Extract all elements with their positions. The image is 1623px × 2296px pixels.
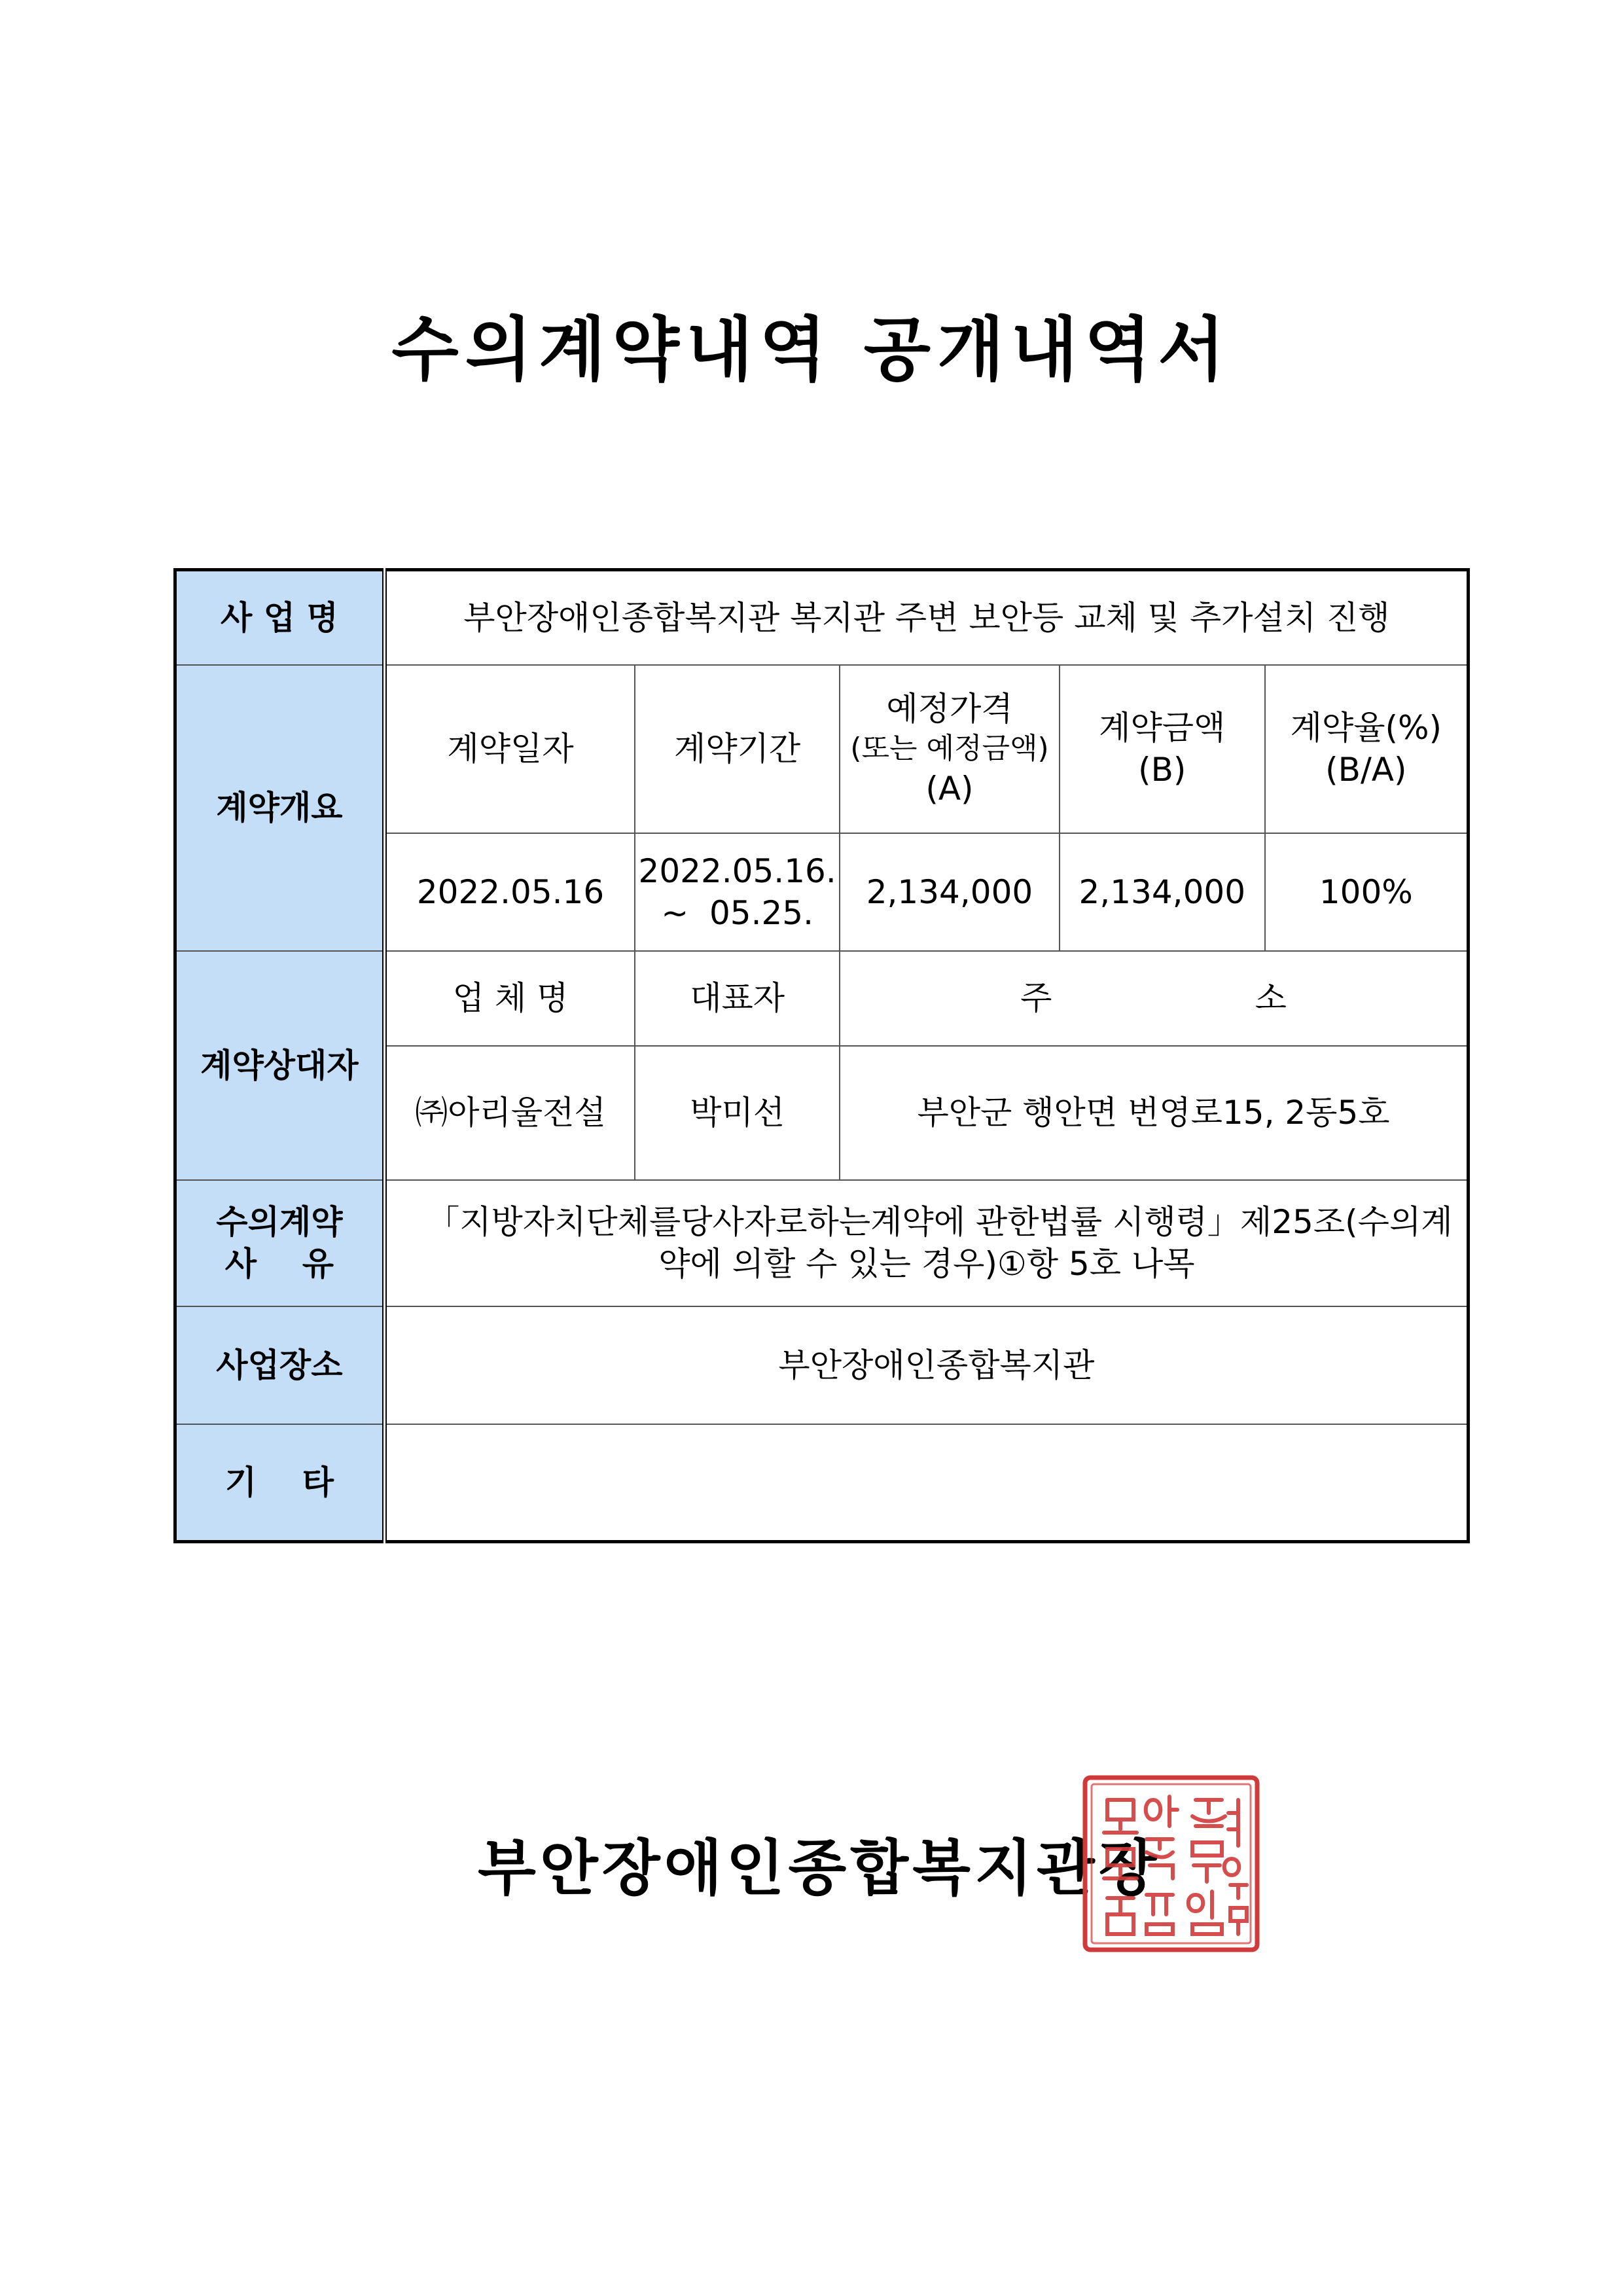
contract-rate-header [1265, 665, 1469, 833]
reason-label-line1: 수의계약 [216, 1203, 343, 1241]
contract-rate-header-line2: (B/A) [1325, 751, 1407, 789]
contract-amount-header-line2: (B) [1138, 751, 1186, 789]
address-header [840, 951, 1468, 1046]
representative-value: 박미선 [635, 1046, 840, 1180]
contract-summary-label: 계약개요 [175, 665, 385, 951]
address-header-part1: 주 [1020, 979, 1052, 1017]
project-name-row [175, 570, 1469, 665]
contract-date-header: 계약일자 [384, 665, 635, 833]
reason-line2: 약에 의할 수 있는 경우)①항 5호 나목 [658, 1245, 1195, 1283]
estimated-price-header-line3: (A) [925, 770, 974, 808]
reason-value [384, 1180, 1468, 1306]
estimated-price-header [840, 665, 1060, 833]
etc-label: 기 타 [175, 1424, 385, 1542]
contract-rate-header-line1: 계약율(%) [1290, 709, 1442, 747]
counterparty-header-row [175, 951, 1469, 1046]
etc-value [384, 1424, 1468, 1542]
reason-label-line2: 사 유 [224, 1245, 334, 1283]
counterparty-label: 계약상대자 [175, 951, 385, 1180]
estimated-price-header-line2: (또는 예정금액) [850, 732, 1049, 765]
address-value: 부안군 행안면 번영로15, 2동5호 [840, 1046, 1468, 1180]
contract-period-line2: ~ 05.25. [661, 893, 813, 932]
address-header-part2: 소 [1255, 979, 1287, 1017]
organization-head-name: 부안장애인종합복지관장 [478, 1833, 1161, 1903]
contract-amount-value: 2,134,000 [1060, 833, 1265, 951]
summary-header-row [175, 665, 1469, 833]
project-name-value: 부안장애인종합복지관 복지관 주변 보안등 교체 및 추가설치 진행 [384, 570, 1468, 665]
contract-period-line1: 2022.05.16. [638, 852, 836, 890]
estimated-price-header-line1: 예정가격 [886, 690, 1013, 728]
reason-row [175, 1180, 1469, 1306]
official-seal-stamp [1081, 1774, 1261, 1954]
company-name-value: ㈜아리울전설 [384, 1046, 635, 1180]
company-name-header: 업 체 명 [384, 951, 635, 1046]
document-title: 수의계약내역 공개내역서 [391, 310, 1232, 390]
project-name-label: 사 업 명 [175, 570, 385, 665]
reason-label [175, 1180, 385, 1306]
contract-date-value: 2022.05.16 [384, 833, 635, 951]
representative-header: 대표자 [635, 951, 840, 1046]
reason-line1: 「지방자치단체를당사자로하는계약에 관한법률 시행령」제25조(수의계 [427, 1203, 1453, 1241]
location-value: 부안장애인종합복지관 [384, 1306, 1468, 1424]
contract-amount-header [1060, 665, 1265, 833]
contract-amount-header-line1: 계약금액 [1099, 709, 1226, 747]
location-row [175, 1306, 1469, 1424]
contract-period-value [635, 833, 840, 951]
contract-table [173, 568, 1470, 1543]
contract-period-header: 계약기간 [635, 665, 840, 833]
location-label: 사업장소 [175, 1306, 385, 1424]
contract-rate-value: 100% [1265, 833, 1469, 951]
etc-row [175, 1424, 1469, 1542]
estimated-price-value: 2,134,000 [840, 833, 1060, 951]
